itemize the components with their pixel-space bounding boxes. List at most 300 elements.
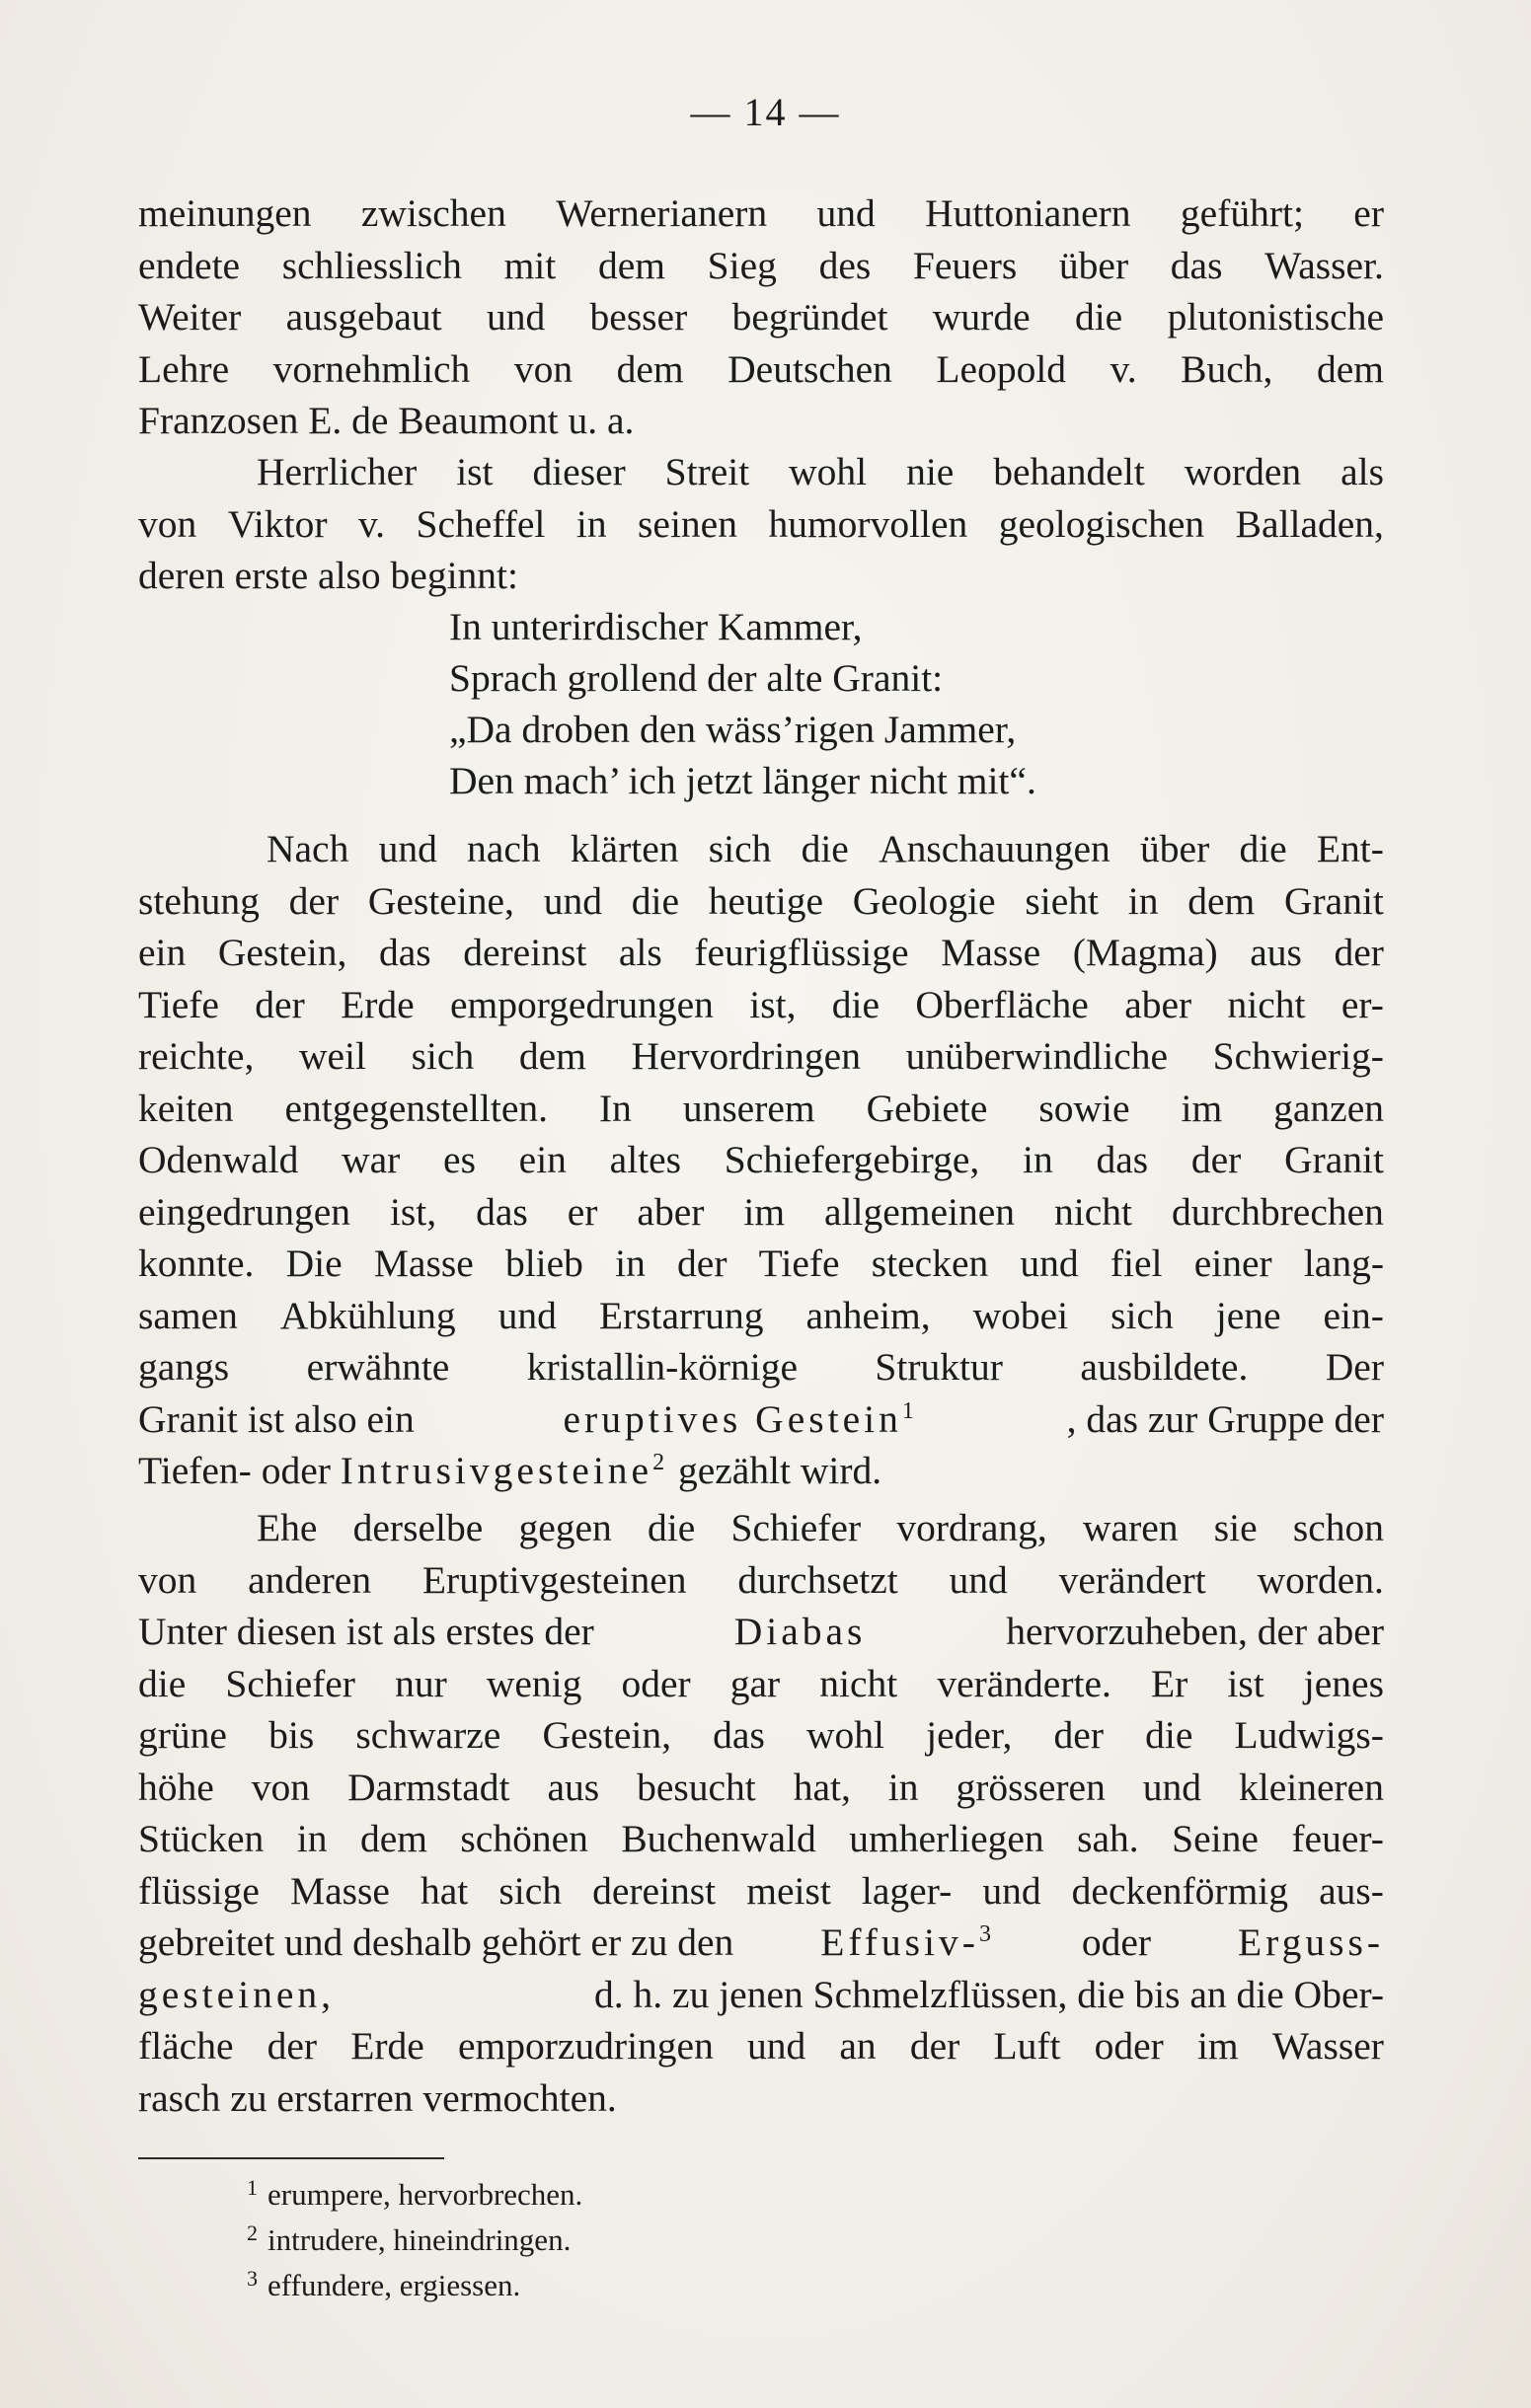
word: und	[949, 1557, 1008, 1602]
word: Odenwald	[138, 1138, 299, 1181]
word: Granit	[1284, 1138, 1384, 1181]
word: nur	[395, 1661, 447, 1705]
word: Masse	[373, 1242, 474, 1285]
spaced-term: gesteinen,	[138, 1972, 336, 2016]
text-line	[138, 1502, 1384, 1554]
word: mit	[503, 243, 557, 287]
word: fiel	[1110, 1242, 1163, 1285]
word: im	[1196, 2024, 1239, 2068]
verse-line: Sprach grollend der alte Granit:	[449, 656, 944, 700]
text-span: d. h. zu jenen Schmelzflüssen, die bis an die Ober-	[594, 1972, 1384, 2016]
paragraph-4	[138, 1502, 1384, 2124]
word: behandelt	[993, 450, 1145, 493]
word: der	[1053, 1713, 1104, 1757]
word: sah.	[1077, 1817, 1139, 1860]
word: geologischen	[998, 501, 1205, 546]
text-line	[138, 1554, 1384, 1607]
word: war	[342, 1138, 401, 1181]
text-span: hervorzuheben, der aber	[1006, 1610, 1384, 1653]
word: Schiefer	[730, 1506, 862, 1549]
word: dereinst	[463, 931, 587, 974]
word: in	[615, 1242, 646, 1285]
word: sowie	[1038, 1086, 1130, 1130]
word: Gestein,	[542, 1713, 671, 1757]
word: ist,	[749, 982, 797, 1026]
word: weil	[298, 1034, 366, 1078]
word: besser	[589, 295, 688, 339]
word: sieht	[1025, 878, 1099, 923]
word: allgemeinen	[824, 1189, 1016, 1234]
text-line	[138, 1658, 1384, 1710]
word: über	[1058, 243, 1129, 287]
word: nie	[906, 450, 955, 493]
word: in	[1023, 1138, 1053, 1181]
paragraph-3	[138, 823, 1384, 1497]
word: stehung	[138, 878, 260, 923]
word: er	[567, 1189, 598, 1234]
word: ein-	[1323, 1293, 1384, 1337]
word: emporzudringen	[457, 2024, 714, 2068]
word: wobei	[972, 1293, 1069, 1337]
footnote-text: effundere, ergiessen.	[268, 2268, 521, 2302]
text-line	[138, 188, 1384, 240]
word: dem	[616, 346, 684, 391]
term-text: Intrusivgesteine	[340, 1449, 653, 1492]
word: reichte,	[138, 1034, 255, 1078]
word: der	[255, 982, 305, 1026]
word: Deutschen	[727, 346, 892, 391]
word: und	[746, 2024, 806, 2068]
word: Gebiete	[866, 1086, 988, 1130]
word: die	[1145, 1713, 1193, 1757]
word: begründet	[731, 295, 888, 339]
word: und	[498, 1293, 557, 1337]
word: an	[839, 2024, 877, 2068]
word: durchbrechen	[1171, 1189, 1384, 1234]
text-line	[138, 1186, 1384, 1239]
word: und	[543, 878, 602, 923]
word: des	[818, 243, 872, 287]
footnote-mark: 3	[247, 2266, 258, 2291]
text-line	[138, 1290, 1384, 1342]
word: derselbe	[352, 1506, 484, 1549]
word: ein	[518, 1138, 567, 1181]
paragraph-1	[138, 188, 1384, 447]
text-line	[138, 979, 1384, 1031]
footnote-2	[247, 2220, 571, 2258]
word: aber	[1124, 982, 1192, 1026]
word: jene	[1215, 1293, 1281, 1337]
word: Masse	[289, 1868, 390, 1913]
text-line	[138, 1606, 1384, 1658]
word: die	[648, 1506, 696, 1549]
text-span: oder	[1081, 1920, 1152, 1964]
word: hat	[421, 1868, 469, 1913]
text-line	[138, 446, 1384, 498]
word: wenig	[486, 1661, 582, 1705]
text-line: rasch zu erstarren vermochten.	[138, 2075, 617, 2120]
word: Hervordringen	[631, 1034, 861, 1078]
word: meist	[746, 1868, 831, 1913]
footnote-ref: 1	[901, 1397, 918, 1424]
text-line	[138, 1238, 1384, 1290]
word: Huttonianern	[925, 191, 1131, 235]
word: besucht	[637, 1765, 756, 1809]
word: und	[982, 1868, 1041, 1913]
word: vornehmlich	[272, 346, 471, 391]
word: der	[1190, 1138, 1242, 1181]
word: das	[379, 931, 431, 974]
word: schliesslich	[281, 243, 462, 287]
word: dem	[359, 1817, 427, 1860]
word: ist	[456, 450, 494, 493]
word: Granit	[1284, 878, 1384, 923]
text-span: gezählt wird.	[677, 1449, 882, 1492]
word: dereinst	[592, 1868, 717, 1913]
word: der	[1334, 931, 1384, 974]
word: anderen	[248, 1557, 372, 1602]
word: sich	[498, 1868, 563, 1913]
word: jeder,	[926, 1713, 1013, 1757]
word: höhe	[138, 1765, 214, 1809]
word: das	[1096, 1138, 1149, 1181]
footnote-divider	[138, 2157, 444, 2159]
word: als	[618, 931, 662, 974]
word: er	[1353, 191, 1384, 235]
word: Masse	[941, 931, 1041, 974]
word: nicht	[1054, 1189, 1132, 1234]
text-line	[138, 2020, 1384, 2072]
word: keiten	[138, 1086, 234, 1130]
word: ausgebaut	[285, 295, 442, 339]
word: blieb	[504, 1242, 583, 1285]
word: die	[1074, 295, 1123, 339]
word: gar	[729, 1661, 781, 1705]
word: sich	[1110, 1293, 1174, 1337]
word: anheim,	[805, 1293, 931, 1337]
text-line	[138, 823, 1384, 875]
word: über	[1140, 827, 1210, 870]
footnote-ref: 3	[978, 1921, 995, 1947]
word: vordrang,	[896, 1506, 1047, 1549]
word: schwarze	[355, 1713, 501, 1757]
word: von	[138, 501, 197, 546]
word: samen	[138, 1293, 238, 1337]
word: meinungen	[138, 191, 312, 235]
word: Schiefergebirge,	[724, 1138, 980, 1181]
word: in	[1127, 878, 1159, 923]
word: in	[296, 1817, 328, 1860]
word: einer	[1193, 1242, 1272, 1285]
word: v.	[1110, 346, 1137, 391]
word: in	[887, 1765, 919, 1809]
page-number: — 14 —	[690, 90, 841, 134]
term-text: Effusiv-	[820, 1920, 979, 1964]
word: endete	[138, 243, 241, 287]
word: in	[575, 501, 607, 546]
spaced-term: Erguss-	[1238, 1920, 1384, 1964]
word: Stücken	[138, 1817, 265, 1860]
text-span: Granit ist also ein	[138, 1396, 415, 1441]
word: flüssige	[138, 1868, 260, 1913]
word: Sieg	[707, 243, 777, 287]
word: und	[1020, 1242, 1079, 1285]
word: hat,	[793, 1765, 851, 1809]
word: humorvollen	[768, 501, 968, 546]
text-line	[138, 1865, 1384, 1918]
spaced-term	[564, 1393, 918, 1446]
word: und	[816, 191, 876, 235]
word: (Magma)	[1072, 931, 1218, 974]
word: nicht	[819, 1661, 898, 1705]
word: geführt;	[1180, 191, 1304, 235]
word: Viktor	[227, 501, 328, 546]
word: das	[713, 1713, 765, 1757]
word: wurde	[932, 295, 1031, 339]
word: dem	[1316, 346, 1384, 391]
word: die	[138, 1661, 187, 1705]
word: als	[1340, 450, 1384, 493]
word: sich	[411, 1034, 475, 1078]
word: Weiter	[138, 295, 242, 339]
word: Luft	[993, 2024, 1061, 2068]
word: kristallin-körnige	[526, 1345, 798, 1389]
text-span: , das zur Gruppe der	[1066, 1396, 1384, 1441]
word: zwischen	[360, 191, 506, 235]
word: die	[801, 827, 849, 870]
word: gegen	[518, 1506, 612, 1549]
word: Schiefer	[225, 1661, 355, 1705]
word: worden	[1184, 450, 1302, 493]
word: ausbildete.	[1080, 1345, 1249, 1389]
word: feurigflüssige	[694, 931, 909, 974]
text-span: gebreitet und deshalb gehört er zu den	[138, 1920, 734, 1964]
word: der	[267, 2024, 318, 2068]
word: Erde	[350, 2024, 424, 2068]
text-line	[138, 343, 1384, 396]
word: die	[831, 982, 880, 1026]
word: feuer-	[1291, 1817, 1384, 1860]
footnote-mark: 2	[247, 2220, 258, 2245]
word: stecken	[871, 1242, 989, 1285]
word: grüne	[138, 1713, 227, 1757]
word: ist	[1227, 1661, 1264, 1705]
word: Wasser.	[1264, 243, 1384, 287]
text-line	[138, 927, 1384, 979]
spaced-term	[341, 1445, 668, 1497]
word: schönen	[460, 1817, 588, 1860]
text-line	[138, 1709, 1384, 1762]
word: Gestein,	[217, 931, 347, 974]
text-line	[138, 875, 1384, 928]
word: Erstarrung	[598, 1293, 764, 1337]
text-line	[138, 1030, 1384, 1083]
word: umherliegen	[849, 1817, 1044, 1860]
word: lang-	[1303, 1242, 1384, 1285]
word: Ehe	[257, 1506, 318, 1549]
word: das	[476, 1189, 528, 1234]
word: entgegenstellten.	[284, 1086, 548, 1130]
word: der	[909, 2024, 960, 2068]
text-line	[138, 1083, 1384, 1135]
word: das	[1170, 243, 1223, 287]
footnote-3	[247, 2266, 520, 2303]
word: er-	[1340, 982, 1384, 1026]
word: In	[598, 1086, 632, 1130]
word: von	[513, 346, 574, 391]
word: sie	[1213, 1506, 1258, 1549]
word: aus-	[1319, 1868, 1384, 1913]
word: dem	[597, 243, 665, 287]
word: klärten	[570, 827, 679, 870]
text-line: deren erste also beginnt:	[138, 554, 518, 597]
word: Darmstadt	[346, 1765, 510, 1809]
footnote-1	[247, 2175, 582, 2213]
text-line	[138, 498, 1384, 551]
word: dieser	[532, 450, 626, 493]
word: unserem	[682, 1086, 815, 1130]
word: ein	[138, 931, 187, 974]
word: verändert	[1058, 1557, 1206, 1602]
word: lager-	[861, 1868, 953, 1913]
word: dem	[518, 1034, 586, 1078]
word: Feuers	[912, 243, 1018, 287]
text-line	[138, 1762, 1384, 1814]
word: nach	[467, 827, 541, 870]
word: Ludwigs-	[1234, 1713, 1384, 1757]
verse-line: Den mach’ ich jetzt länger nicht mit“.	[449, 759, 1036, 802]
word: aber	[637, 1189, 705, 1234]
verse-line: „Da droben den wäss’rigen Jammer,	[449, 708, 1017, 751]
word: Tiefe	[758, 1242, 840, 1285]
term-text: eruptives Gestein	[563, 1396, 902, 1441]
word: Struktur	[875, 1345, 1003, 1389]
text-span: Unter diesen ist als erstes der	[138, 1610, 594, 1653]
word: konnte.	[138, 1242, 255, 1285]
word: Wernerianern	[556, 191, 768, 235]
word: und	[486, 295, 546, 339]
paragraph-2	[138, 446, 1384, 602]
word: oder	[1094, 2024, 1164, 2068]
word: Geologie	[852, 878, 996, 923]
word: kleineren	[1239, 1765, 1384, 1809]
word: grösseren	[956, 1765, 1106, 1809]
word: Gesteine,	[367, 878, 514, 923]
word: der	[677, 1242, 727, 1285]
word: heutige	[708, 878, 824, 923]
word: und	[378, 827, 437, 870]
word: deckenförmig	[1071, 1868, 1289, 1913]
word: Nach	[267, 827, 349, 870]
word: Ent-	[1316, 827, 1384, 870]
spaced-term: Diabas	[733, 1610, 867, 1653]
word: Buchenwald	[621, 1817, 816, 1860]
word: wohl	[789, 450, 868, 493]
word: oder	[621, 1661, 691, 1705]
spaced-term	[820, 1917, 995, 1969]
footnote-text: intrudere, hineindringen.	[268, 2222, 572, 2257]
word: die	[1239, 827, 1287, 870]
word: Leopold	[936, 346, 1067, 391]
word: emporgedrungen	[449, 982, 714, 1026]
word: der	[288, 878, 340, 923]
word: Streit	[664, 450, 750, 493]
text-line: Franzosen E. de Beaumont u. a.	[138, 399, 635, 442]
word: Buch,	[1181, 346, 1273, 391]
word: Herrlicher	[257, 450, 418, 493]
word: Er	[1150, 1661, 1188, 1705]
text-line	[138, 1341, 1384, 1393]
word: Wasser	[1271, 2024, 1384, 2068]
word: es	[443, 1138, 476, 1181]
word: schon	[1292, 1506, 1384, 1549]
text-line	[138, 291, 1384, 343]
word: gangs	[138, 1345, 230, 1389]
word: im	[743, 1189, 786, 1234]
text-line	[138, 1134, 1384, 1186]
word: nicht	[1227, 982, 1306, 1026]
word: aus	[547, 1765, 600, 1809]
word: Die	[285, 1242, 343, 1285]
footnote-mark: 1	[247, 2175, 258, 2200]
word: eingedrungen	[138, 1189, 350, 1234]
word: im	[1181, 1086, 1223, 1130]
verse-line: In unterirdischer Kammer,	[449, 605, 863, 648]
word: erwähnte	[306, 1345, 450, 1389]
word: Oberfläche	[915, 982, 1089, 1026]
word: unüberwindliche	[905, 1034, 1169, 1078]
word: altes	[609, 1138, 682, 1181]
word: Erde	[341, 982, 415, 1026]
text-line	[138, 1813, 1384, 1865]
word: Seine	[1172, 1817, 1259, 1860]
word: Abkühlung	[279, 1293, 456, 1337]
word: waren	[1083, 1506, 1179, 1549]
text-line	[138, 240, 1384, 292]
word: Balladen,	[1235, 501, 1384, 546]
word: v.	[357, 501, 386, 546]
word: wohl	[805, 1713, 884, 1757]
text-span: Tiefen- oder	[138, 1449, 331, 1492]
word: Lehre	[138, 346, 230, 391]
footnote-ref: 2	[652, 1450, 669, 1475]
word: veränderte.	[937, 1661, 1111, 1705]
text-line	[138, 1969, 1384, 2021]
text-line	[138, 1393, 1384, 1446]
word: plutonistische	[1167, 295, 1384, 339]
word: fläche	[138, 2024, 234, 2068]
word: und	[1142, 1765, 1202, 1809]
word: Der	[1325, 1345, 1384, 1389]
word: ist,	[389, 1189, 437, 1234]
word: ganzen	[1273, 1086, 1384, 1130]
word: Anschauungen	[879, 827, 1110, 870]
word: bis	[268, 1713, 315, 1757]
word: seinen	[638, 501, 737, 546]
word: sich	[708, 827, 772, 870]
word: von	[138, 1557, 197, 1602]
word: Scheffel	[416, 501, 546, 546]
word: die	[631, 878, 679, 923]
footnote-text: erumpere, hervorbrechen.	[268, 2177, 583, 2212]
word: durchsetzt	[737, 1557, 898, 1602]
text-line	[138, 1917, 1384, 1969]
word: worden.	[1257, 1557, 1384, 1602]
word: von	[251, 1765, 310, 1809]
word: dem	[1187, 878, 1256, 923]
word: Eruptivgesteinen	[421, 1557, 687, 1602]
word: Schwierig-	[1212, 1034, 1384, 1078]
